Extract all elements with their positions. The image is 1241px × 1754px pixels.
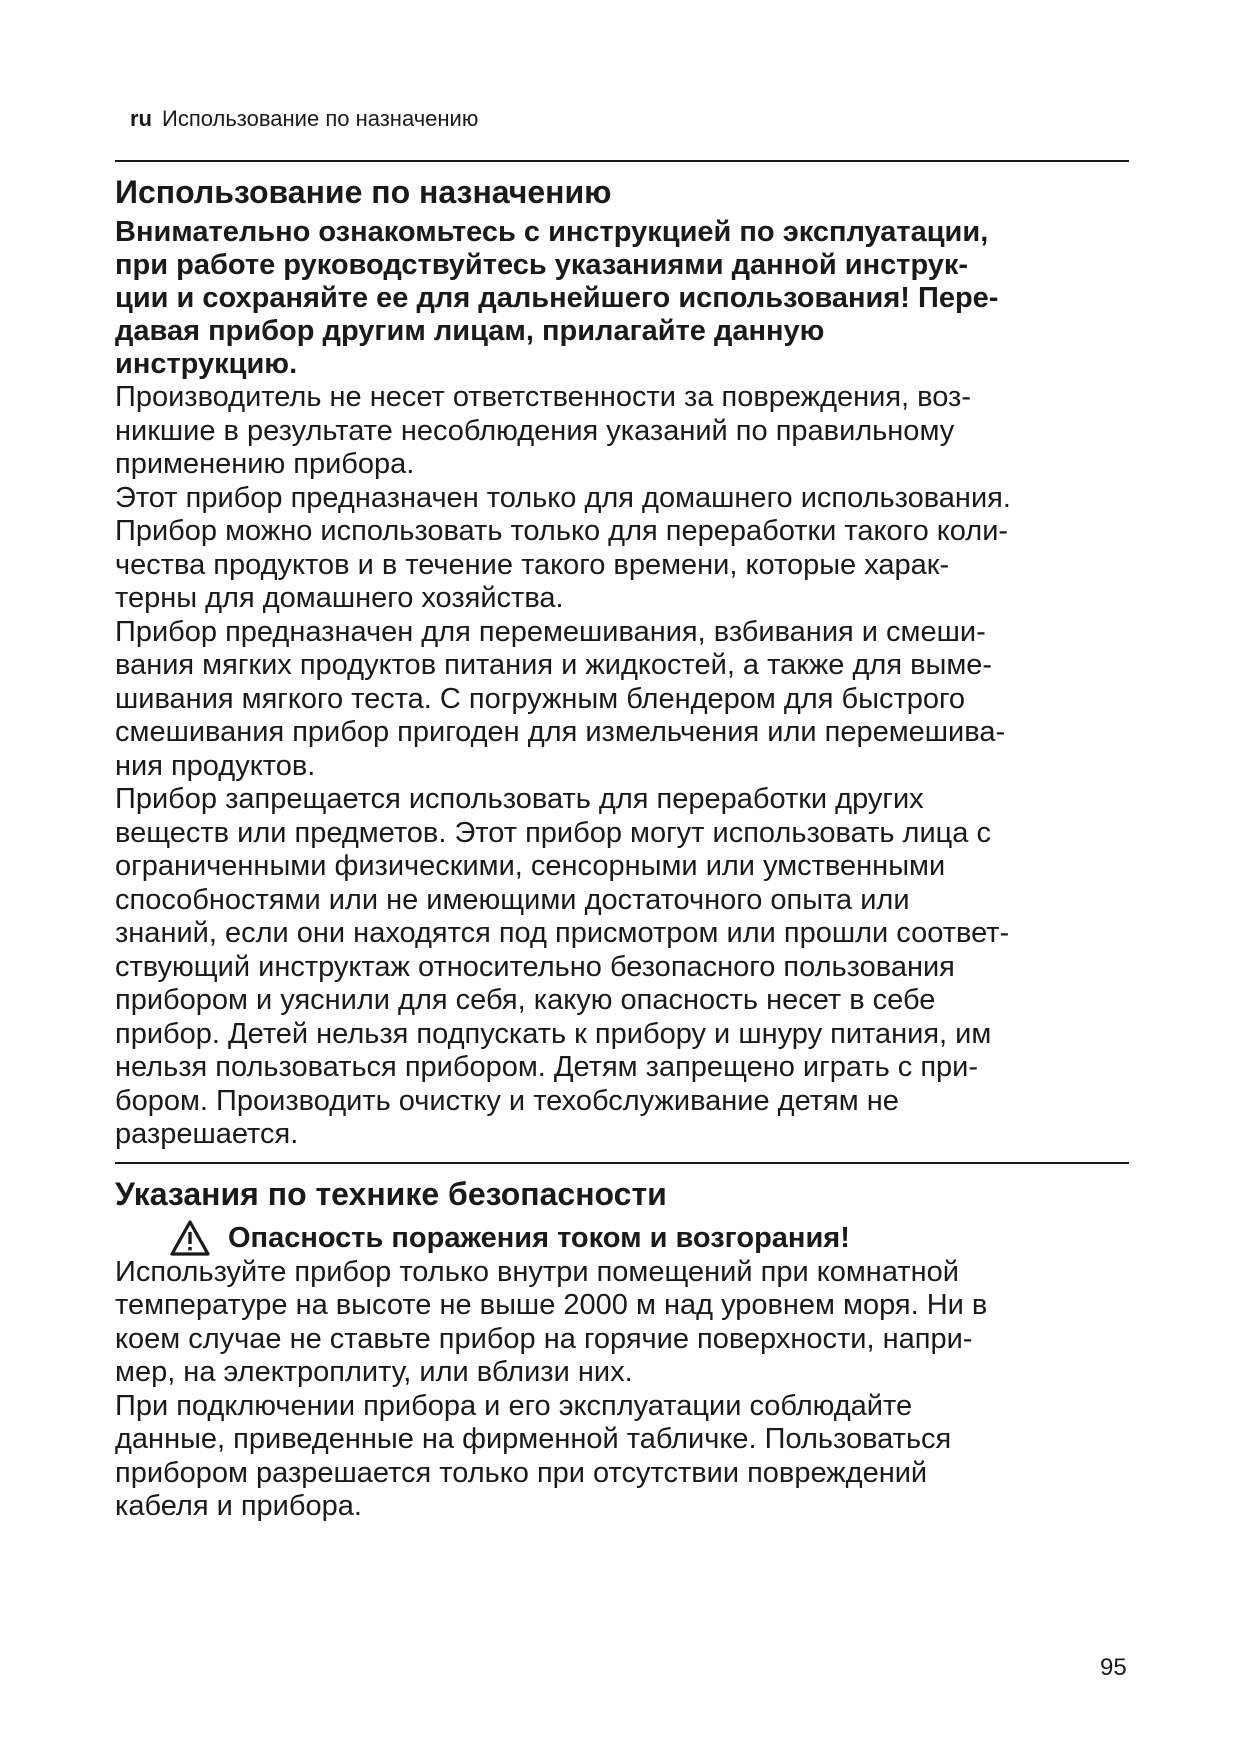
intended-use-paragraph-4: Прибор предназначен для перемешивания, взбивания и смеши- вания мягких продуктов питания и жидкостей, а также для выме- шивания мягкого теста. С погружным блендером для быстрого смешивания прибор пригоден для измельчения или перемешива- ния продуктов. <box>115 615 1006 782</box>
page-number: 95 <box>1100 1654 1127 1681</box>
section-divider-safety <box>115 1162 1129 1164</box>
intended-use-paragraph-5: Прибор запрещается использовать для переработки других веществ или предметов. Этот прибор могут использовать лица с ограниченными физическими, сенсорными или умственными способностями или не имеющими достаточного опыта или знаний, если они находятся под присмотром или прошли соответ- ствующий инструктаж относительно безопасного пользования прибором и уяснили для себя, какую опасность несет в себе прибор. Детей нельзя подпускать к прибору и шнуру питания, им нельзя пользоваться прибором. Детям запрещено играть с при- бором. Производить очистку и техобслуживание детям не разрешается. <box>115 783 1010 1150</box>
section-heading-intended-use: Использование по назначению <box>115 174 612 210</box>
running-header-title: Использование по назначению <box>162 106 479 131</box>
section-heading-safety: Указания по технике безопасности <box>115 1175 667 1212</box>
running-header <box>130 106 478 132</box>
intended-use-lead: Внимательно ознакомьтесь с инструкцией по эксплуатации, при работе руководствуйтесь указаниями данной инструк- ции и сохраняйте ее для дальнейшего использования! Пере- давая прибор другим лицам, прилагайте данную инструкцию. <box>115 216 999 380</box>
page-content <box>115 160 1129 1524</box>
safety-paragraph-2: При подключении прибора и его эксплуатации соблюдайте данные, приведенные на фирменной табличке. Пользоваться прибором разрешается только при отсутствии повреждений кабеля и прибора. <box>115 1389 952 1522</box>
warning-triangle-icon <box>170 1220 210 1256</box>
intended-use-paragraph-1: Производитель не несет ответственности за повреждения, воз- никшие в результате несоблюдения указаний по правильному применению прибора. <box>115 381 971 480</box>
warning-block <box>170 1220 1129 1256</box>
warning-title: Опасность поражения током и возгорания! <box>228 1221 850 1254</box>
intended-use-paragraph-3: Прибор можно использовать только для переработки такого коли- чества продуктов и в течение такого времени, которые харак- терны для домашнего хозяйства. <box>115 515 1009 614</box>
safety-paragraph-1: Используйте прибор только внутри помещений при комнатной температуре на высоте не выше 2000 м над уровнем моря. Ни в коем случае не ставьте прибор на горячие поверхности, напри- мер, на электроплиту, или вблизи них. <box>115 1255 988 1388</box>
section-divider-top <box>115 160 1129 162</box>
intended-use-paragraph-2: Этот прибор предназначен только для домашнего использования. <box>115 481 1011 514</box>
language-code: ru <box>130 106 152 131</box>
